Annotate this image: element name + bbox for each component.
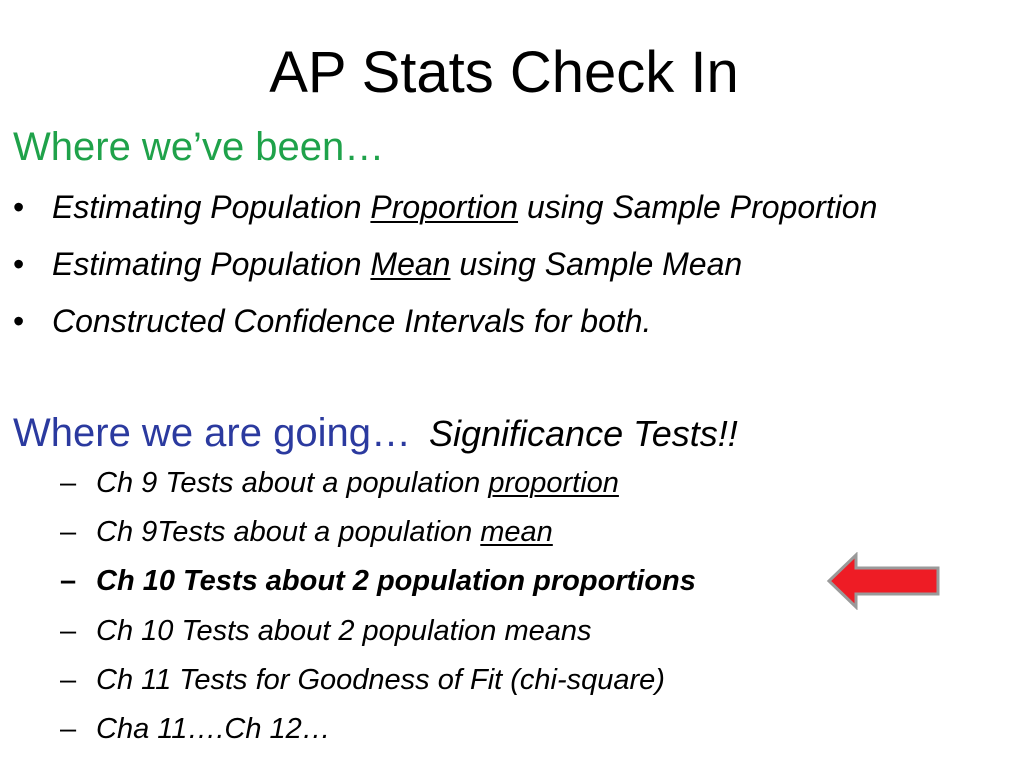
topic-item-ch10-means xyxy=(60,614,960,648)
topic-emphasis: proportion xyxy=(488,467,619,499)
bullet-text: Estimating Population xyxy=(52,246,371,282)
topic-text: Cha 11….Ch 12… xyxy=(96,712,331,745)
going-topic-list xyxy=(60,466,960,761)
bullet-item-proportion xyxy=(13,186,973,229)
dash-marker: – xyxy=(60,467,77,499)
topic-emphasis: mean xyxy=(480,516,553,549)
going-heading xyxy=(13,410,738,457)
topic-item-ch9-mean xyxy=(60,515,960,549)
bullet-emphasis: Mean xyxy=(370,246,451,282)
left-arrow-icon xyxy=(826,552,942,610)
bullet-marker: • xyxy=(13,246,25,282)
bullet-marker: • xyxy=(13,189,25,225)
topic-text: Ch 10 Tests about 2 population means xyxy=(96,614,592,647)
topic-text: Ch 9Tests about a population xyxy=(96,516,481,549)
dash-marker: – xyxy=(60,614,77,647)
been-bullet-list xyxy=(13,186,973,357)
dash-marker: – xyxy=(60,663,77,696)
bullet-marker: • xyxy=(13,303,25,339)
bullet-text: Estimating Population xyxy=(52,189,371,225)
topic-text: Ch 11 Tests for Goodness of Fit (chi-square) xyxy=(96,663,665,696)
slide-title: AP Stats Check In xyxy=(269,40,739,105)
been-heading: Where we’ve been… xyxy=(13,125,385,169)
topic-text: Ch 9 Tests about a population xyxy=(96,467,489,499)
topic-item-ch11-goodness-of-fit xyxy=(60,663,960,697)
dash-marker: – xyxy=(60,565,77,598)
topic-item-ch11-ch12 xyxy=(60,712,960,746)
bullet-emphasis: Proportion xyxy=(370,189,519,225)
dash-marker: – xyxy=(60,516,77,549)
topic-item-ch10-proportions-current xyxy=(60,564,960,598)
left-arrow-shape xyxy=(829,555,938,607)
dash-marker: – xyxy=(60,712,77,745)
topic-item-ch9-proportion xyxy=(60,466,960,500)
bullet-item-mean xyxy=(13,243,973,286)
going-heading-note: Significance Tests!! xyxy=(428,413,738,454)
bullet-text: Constructed Confidence Intervals for both. xyxy=(52,303,652,339)
bullet-text: using Sample Proportion xyxy=(518,189,878,225)
bullet-item-intervals xyxy=(13,300,973,343)
bullet-text: using Sample Mean xyxy=(450,246,743,282)
topic-text: Ch 10 Tests about 2 population proportions xyxy=(96,565,696,598)
going-heading-label: Where we are going… xyxy=(13,411,411,455)
